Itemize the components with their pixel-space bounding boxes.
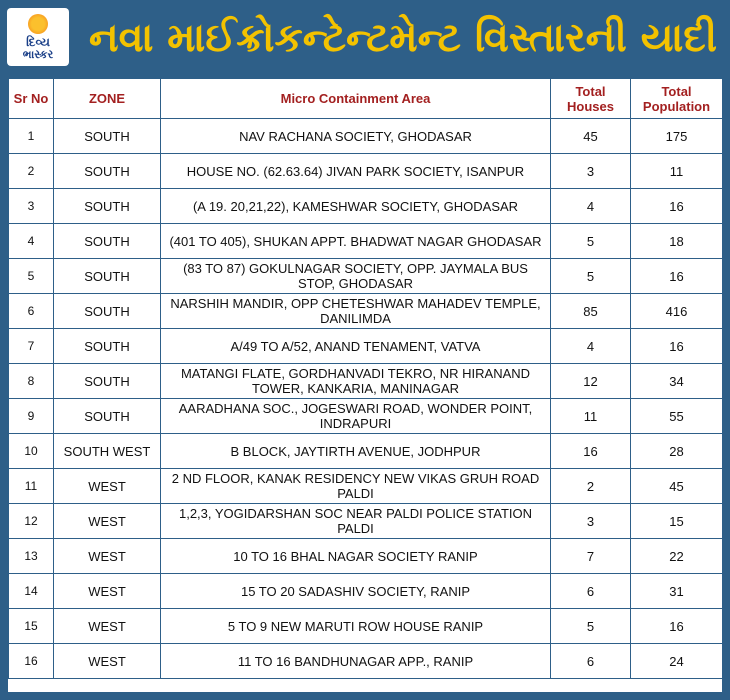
cell-area: 10 TO 16 BHAL NAGAR SOCIETY RANIP [161,539,551,574]
table-row [9,504,723,539]
cell-population: 16 [631,609,723,644]
cell-sr: 2 [9,154,54,189]
cell-houses: 5 [551,224,631,259]
cell-population: 28 [631,434,723,469]
table-row [9,469,723,504]
cell-houses: 5 [551,259,631,294]
sun-icon [28,14,48,34]
cell-area: 11 TO 16 BANDHUNAGAR APP., RANIP [161,644,551,679]
cell-population: 45 [631,469,723,504]
cell-sr: 15 [9,609,54,644]
cell-population: 18 [631,224,723,259]
cell-houses: 5 [551,609,631,644]
cell-sr: 13 [9,539,54,574]
cell-zone: SOUTH [54,119,161,154]
cell-zone: SOUTH [54,259,161,294]
cell-zone: SOUTH [54,399,161,434]
cell-zone: WEST [54,609,161,644]
cell-zone: SOUTH [54,364,161,399]
table-header-row [9,79,723,119]
table-row [9,539,723,574]
cell-houses: 4 [551,329,631,364]
header [0,0,730,75]
cell-zone: WEST [54,539,161,574]
cell-zone: SOUTH [54,154,161,189]
table-row [9,609,723,644]
cell-area: 2 ND FLOOR, KANAK RESIDENCY NEW VIKAS GRUH ROAD PALDI [161,469,551,504]
cell-sr: 4 [9,224,54,259]
cell-area: A/49 TO A/52, ANAND TENAMENT, VATVA [161,329,551,364]
cell-sr: 12 [9,504,54,539]
cell-population: 175 [631,119,723,154]
cell-area: (401 TO 405), SHUKAN APPT. BHADWAT NAGAR GHODASAR [161,224,551,259]
table-row [9,434,723,469]
cell-houses: 2 [551,469,631,504]
cell-area: (83 TO 87) GOKULNAGAR SOCIETY, OPP. JAYMALA BUS STOP, GHODASAR [161,259,551,294]
cell-zone: WEST [54,469,161,504]
table-row [9,644,723,679]
table-row [9,329,723,364]
cell-sr: 16 [9,644,54,679]
cell-houses: 3 [551,504,631,539]
cell-area: 1,2,3, YOGIDARSHAN SOC NEAR PALDI POLICE STATION PALDI [161,504,551,539]
table-row [9,294,723,329]
table-row [9,364,723,399]
cell-sr: 10 [9,434,54,469]
cell-houses: 6 [551,644,631,679]
cell-sr: 9 [9,399,54,434]
cell-area: NAV RACHANA SOCIETY, GHODASAR [161,119,551,154]
cell-population: 34 [631,364,723,399]
divya-bhaskar-logo [7,8,69,66]
cell-population: 16 [631,189,723,224]
cell-zone: SOUTH [54,224,161,259]
table-row [9,259,723,294]
cell-population: 11 [631,154,723,189]
cell-sr: 6 [9,294,54,329]
cell-sr: 1 [9,119,54,154]
cell-area: MATANGI FLATE, GORDHANVADI TEKRO, NR HIRANAND TOWER, KANKARIA, MANINAGAR [161,364,551,399]
cell-population: 416 [631,294,723,329]
cell-zone: SOUTH [54,329,161,364]
cell-houses: 6 [551,574,631,609]
table-row [9,154,723,189]
cell-houses: 7 [551,539,631,574]
cell-area: NARSHIH MANDIR, OPP CHETESHWAR MAHADEV TEMPLE, DANILIMDA [161,294,551,329]
logo-line1: દિવ્ય [26,34,50,49]
cell-zone: SOUTH WEST [54,434,161,469]
header-zone: ZONE [54,79,161,119]
cell-population: 16 [631,329,723,364]
cell-area: (A 19. 20,21,22), KAMESHWAR SOCIETY, GHODASAR [161,189,551,224]
cell-sr: 14 [9,574,54,609]
cell-houses: 16 [551,434,631,469]
logo-line2: ભાસ્કર [22,48,54,61]
page-title: નવા માઈક્રોકન્ટેન્ટમેન્ટ વિસ્તારની યાદી [88,15,718,61]
table-row [9,119,723,154]
cell-area: B BLOCK, JAYTIRTH AVENUE, JODHPUR [161,434,551,469]
cell-houses: 4 [551,189,631,224]
cell-population: 24 [631,644,723,679]
cell-houses: 45 [551,119,631,154]
cell-sr: 7 [9,329,54,364]
cell-population: 16 [631,259,723,294]
cell-zone: SOUTH [54,294,161,329]
cell-zone: WEST [54,504,161,539]
cell-population: 55 [631,399,723,434]
cell-population: 15 [631,504,723,539]
cell-houses: 85 [551,294,631,329]
table-row [9,189,723,224]
cell-zone: SOUTH [54,189,161,224]
table-row [9,224,723,259]
table-row [9,574,723,609]
cell-population: 22 [631,539,723,574]
cell-houses: 12 [551,364,631,399]
cell-area: HOUSE NO. (62.63.64) JIVAN PARK SOCIETY, ISANPUR [161,154,551,189]
containment-table-container [8,78,722,692]
cell-houses: 3 [551,154,631,189]
cell-area: 15 TO 20 SADASHIV SOCIETY, RANIP [161,574,551,609]
cell-sr: 8 [9,364,54,399]
cell-sr: 3 [9,189,54,224]
header-total-population: Total Population [631,79,723,119]
cell-population: 31 [631,574,723,609]
cell-area: 5 TO 9 NEW MARUTI ROW HOUSE RANIP [161,609,551,644]
cell-sr: 11 [9,469,54,504]
cell-zone: WEST [54,644,161,679]
cell-zone: WEST [54,574,161,609]
cell-area: AARADHANA SOC., JOGESWARI ROAD, WONDER POINT, INDRAPURI [161,399,551,434]
cell-houses: 11 [551,399,631,434]
header-area: Micro Containment Area [161,79,551,119]
header-total-houses: Total Houses [551,79,631,119]
containment-table [8,78,723,679]
header-sr-no: Sr No [9,79,54,119]
cell-sr: 5 [9,259,54,294]
table-row [9,399,723,434]
